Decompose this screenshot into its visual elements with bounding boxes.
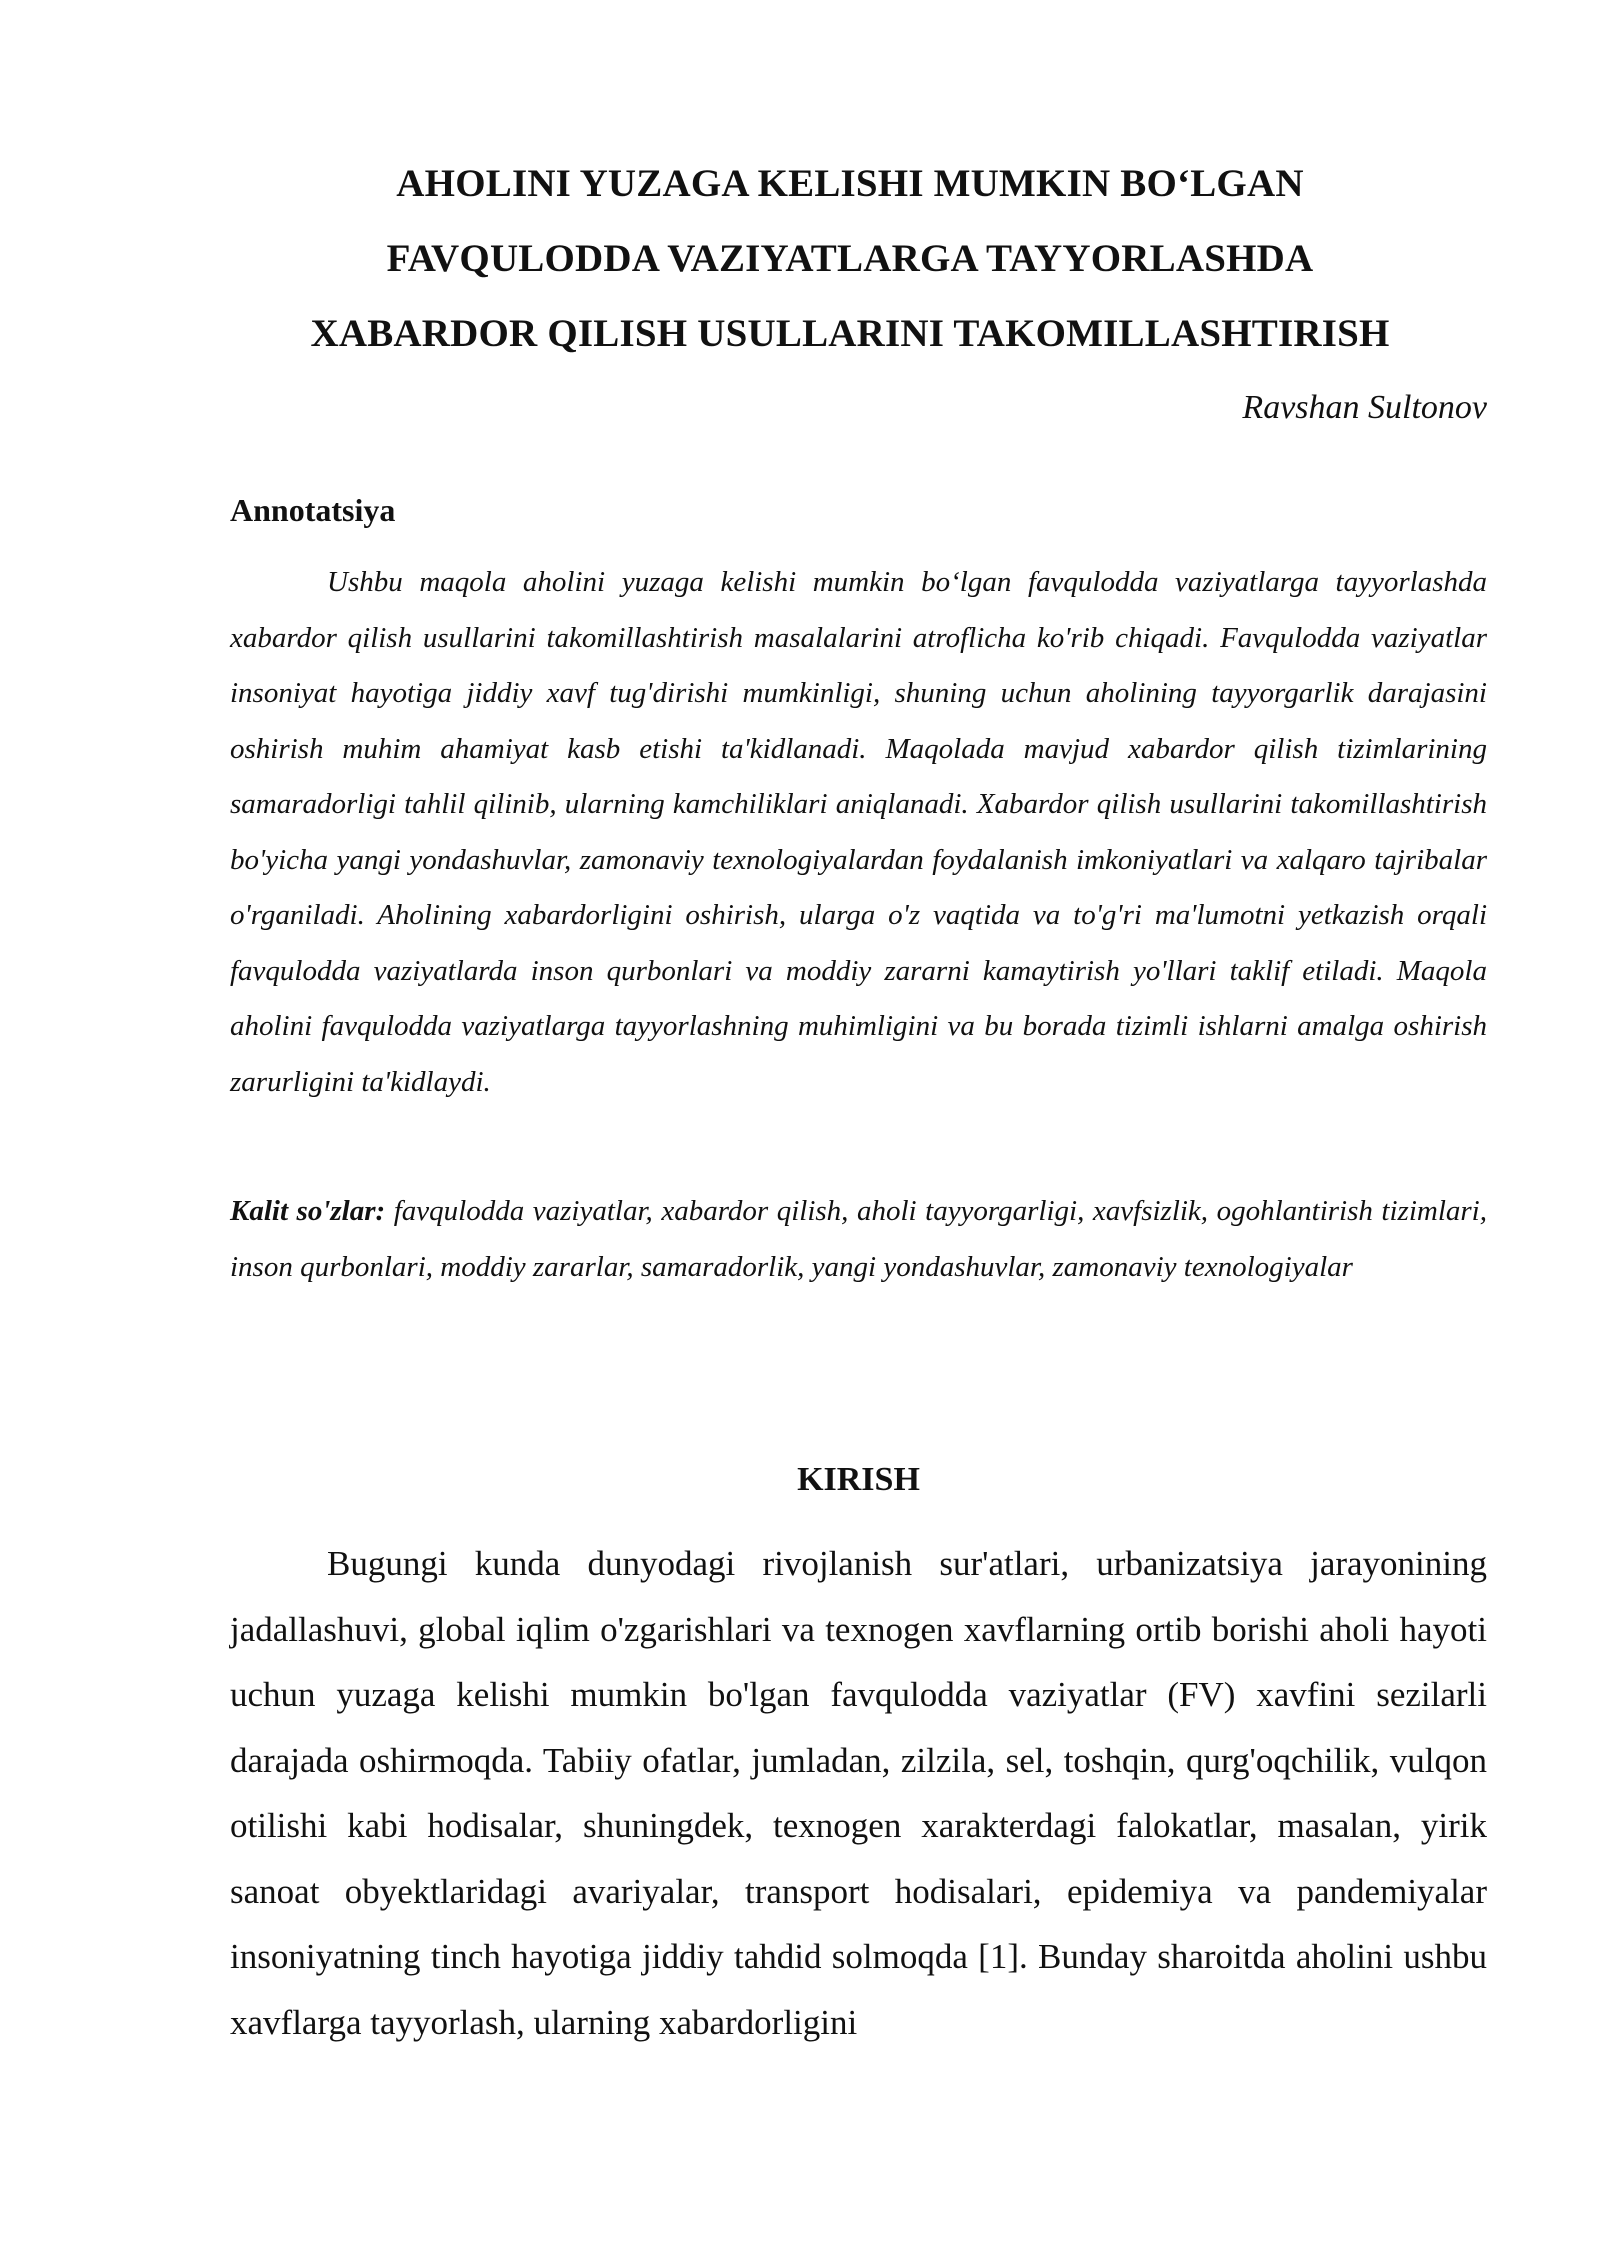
paper-title [230, 146, 1470, 371]
introduction-paragraph: Bugungi kunda dunyodagi rivojlanish sur'atlari, urbanizatsiya jarayonining jadallashuvi, global iqlim o'zgarishlari va texnogen xavflarning ortib borishi aholi hayoti uchun yuzaga kelishi mumkin bo'lgan favqulodda vaziyatlar (FV) xavfini sezilarli darajada oshirmoqda. Tabiiy ofatlar, jumladan, zilzila, sel, toshqin, qurg'oqchilik, vulqon otilishi kabi hodisalar, shuningdek, texnogen xarakterdagi falokatlar, masalan, yirik sanoat obyektlaridagi avariyalar, transport hodisalari, epidemiya va pandemiyalar insoniyatning tinch hayotiga jiddiy tahdid solmoqda [1]. Bunday sharoitda aholini ushbu xavflarga tayyorlash, ularning xabardorligini [230, 1544, 1487, 2042]
keywords-paragraph [230, 1184, 1487, 1295]
keywords-label: Kalit so'zlar: [230, 1195, 386, 1227]
title-line-2: FAVQULODDA VAZIYATLARGA TAYYORLASHDA [386, 237, 1314, 280]
title-line-1: AHOLINI YUZAGA KELISHI MUMKIN BO‘LGAN [396, 162, 1304, 205]
author-name: Ravshan Sultonov [1242, 389, 1487, 426]
section-heading-introduction: KIRISH [797, 1461, 920, 1498]
title-line-3: XABARDOR QILISH USULLARINI TAKOMILLASHTIRISH [310, 312, 1390, 355]
keywords-text: favqulodda vaziyatlar, xabardor qilish, aholi tayyorgarligi, xavfsizlik, ogohlantirish tizimlari, inson qurbonlari, moddiy zararlar, samaradorlik, yangi yondashuvlar, zamonaviy texnologiyalar [230, 1195, 1487, 1283]
abstract-text: Ushbu maqola aholini yuzaga kelishi mumkin bo‘lgan favqulodda vaziyatlarga tayyorlashda xabardor qilish usullarini takomillashtirish masalalarini atroflicha ko'rib chiqadi. Favqulodda vaziyatlar insoniyat hayotiga jiddiy xavf tug'dirishi mumkinligi, shuning uchun aholining tayyorgarlik darajasini oshirish muhim ahamiyat kasb etishi ta'kidlanadi. Maqolada mavjud xabardor qilish tizimlarining samaradorligi tahlil qilinib, ularning kamchiliklari aniqlanadi. Xabardor qilish usullarini takomillashtirish bo'yicha yangi yondashuvlar, zamonaviy texnologiyalardan foydalanish imkoniyatlari va xalqaro tajribalar o'rganiladi. Aholining xabardorligini oshirish, ularga o'z vaqtida va to'g'ri ma'lumotni yetkazish orqali favqulodda vaziyatlarda inson qurbonlari va moddiy zararni kamaytirish yo'llari taklif etiladi. Maqola aholini favqulodda vaziyatlarga tayyorlashning muhimligini va bu borada tizimli ishlarni amalga oshirish zarurligini ta'kidlaydi. [230, 566, 1487, 1098]
abstract-heading: Annotatsiya [230, 492, 396, 528]
